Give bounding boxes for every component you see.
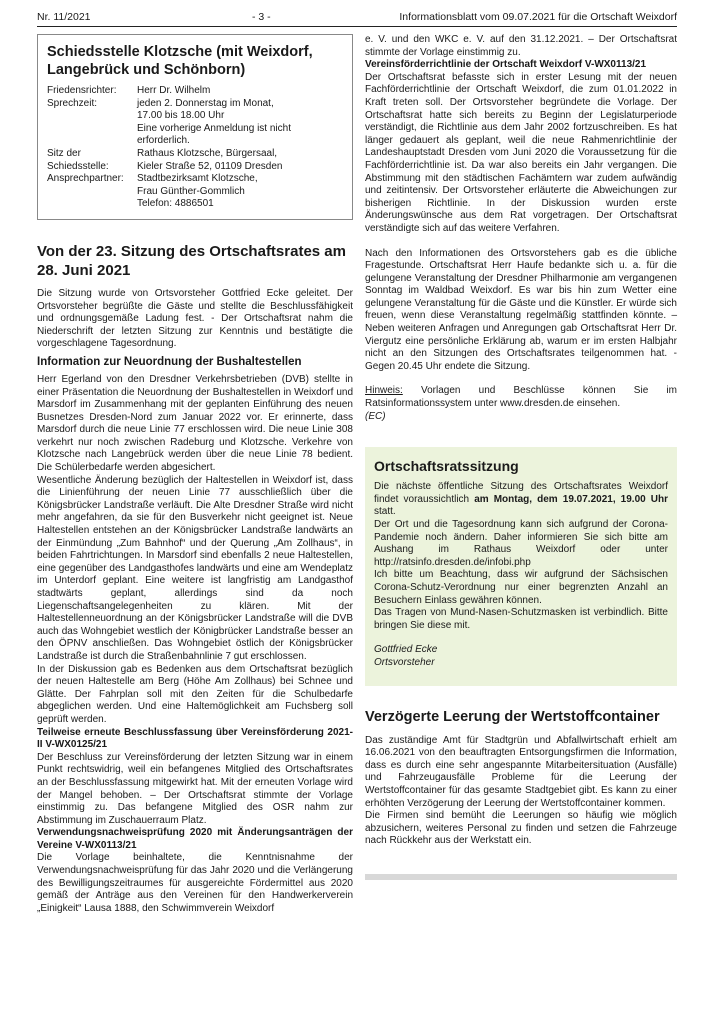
footer-divider <box>365 874 677 880</box>
detail-label <box>47 186 137 199</box>
detail-row <box>47 186 343 199</box>
schiedsstelle-title: Schiedsstelle Klotzsche (mit Weixdorf, Langebrück und Schönborn) <box>47 44 313 78</box>
detail-label <box>47 110 137 123</box>
ortschaftsratssitzung-p4: Das Tragen von Mund-Nasen-Schutzmasken ist verbindlich. Bitte bringen Sie diese mit. <box>374 607 668 631</box>
meeting-date: am Montag, dem 19.07.2021, 19.00 Uhr <box>474 493 668 505</box>
detail-row <box>47 123 343 148</box>
bus-paragraph-2: Wesentliche Änderung bezüglich der Haltestellen in Weixdorf ist, dass die Linienführung der neuen Linie 77 ausschließlich über die Königsbrücker Landstraße verläuft. Die Alte Dresdner Straße wird nicht mehr angefahren, da sie für den Busverkehr nicht geeignet ist. Neue Haltestellen entstehen an der Königsbrücker Landstraße landwärts an der Einmündung „Zum Bahnhof“ und der Querung „Am Zollhaus“, in beiden Fahrtrichtungen. In Marsdorf sind ebenfalls 2 neue Haltestellen, eine gegenüber des Landgasthofes landwärts und eine am Wendeplatz im Unterdorf geplant. Eine weitere ist langfristig am Landgasthof stadtwärts geplant, allerdings sind da noch Liegenschaftsangelegenheiten zu klären. Mit der Haltestellenneuordnung an der Königsbrücker Landstraße will die DVB auch das Wohngebiet westlich der Königbrücker Landstraße besser an den ÖPNV anschließen. Das Wohngebiet östlich der Königsbrücker Landstraße ist durch die Straßenbahnlinie 7 gut erschlossen. <box>37 474 353 662</box>
detail-row <box>47 85 343 98</box>
detail-row <box>47 198 343 211</box>
detail-value: Stadtbezirksamt Klotzsche, <box>137 173 258 185</box>
foerderrichtlinie-title: Vereinsförderrichtlinie der Ortschaft Weixdorf V-WX0113/21 <box>365 59 647 71</box>
header-title: Informationsblatt vom 09.07.2021 für die Ortschaft Weixdorf <box>399 11 677 23</box>
wertstoff-paragraph-1: Das zuständige Amt für Stadtgrün und Abfallwirtschaft erhielt am 16.06.2021 von den beauftragten Entsorgungsfirmen die Information, dass es durch eine sehr angespannte Mitarbeitersituation (Ausfälle) und Fahrzeugausfälle Probleme für die Leerung der Wertstoffcontainer für das gesamte Stadtgebiet gibt. Es kann zu einer erhöhten Verzögerung der Leerung der Wertstoffcontainer kommen. <box>365 734 677 809</box>
detail-value: Telefon: 4886501 <box>137 198 214 210</box>
header-rule <box>37 26 677 27</box>
beschluss-title: Teilweise erneute Beschlussfassung über Vereinsförderung 2021-II V-WX0125/21 <box>37 726 353 751</box>
signature-name: Gottfried Ecke <box>374 644 438 656</box>
detail-label: Friedensrichter: <box>47 85 117 96</box>
detail-label: Ansprechpartner: <box>47 173 124 185</box>
detail-label: Sprechzeit: <box>47 97 98 109</box>
left-column <box>37 34 353 915</box>
detail-label: Schiedsstelle: <box>47 160 109 172</box>
detail-row <box>47 148 343 161</box>
sitzung-intro: Die Sitzung wurde von Ortsvorsteher Gottfried Ecke geleitet. Der Ortsvorsteher begrüßte die Gäste und stellte die Beschlussfähigkeit und ordnungsgemäße Ladung fest. - Der Ortschaftsrat nahm die Niederschrift der letzten Sitzung zur Kenntnis und bestätigte die vorgeschlagene Tagesordnung. <box>37 287 353 350</box>
ortschaftsratssitzung-p2: Der Ort und die Tagesordnung kann sich aufgrund der Corona-Pandemie noch ändern. Daher informieren Sie sich bitte am Aushang im Rathaus Weixdorf oder unter http://ratsinfo.dresden.de/infobi.php <box>374 519 668 568</box>
detail-value: jeden 2. Donnerstag im Monat, <box>137 97 274 109</box>
detail-label <box>47 123 137 148</box>
page-number: - 3 - <box>252 11 271 23</box>
bus-paragraph-3: In der Diskussion gab es Bedenken aus dem Ortschaftsrat bezüglich der neuen Haltestelle am Berg (Höhe Am Zollhaus) bei Schnee und Glätte. Der Fahrplan soll mit den Zeiten für die Schulbedarfe abgeglichen werden. Und eine Haltemöglichkeit am Fuchsberg soll geprüft werden. <box>37 663 353 725</box>
detail-value: Kieler Straße 52, 01109 Dresden <box>137 160 283 172</box>
bus-paragraph-1: Herr Egerland von den Dresdner Verkehrsbetrieben (DVB) stellte in einer Präsentation die Neuordnung der Bushaltestellen in Weixdorf und Marsdorf im Zusammenhang mit der geplanten Einführung des neuen Busnetzes Dresden-Nord zum Januar 2022 vor. Er erinnerte, dass Marsdorf durch die neue Linie 77 erschlossen wird. Die neue Linie 308 verkehrt nur noch zwischen Radeburg und Klotzsche. Verkehre von Klotzsche nach Langebrück werden über die neue Linie 78 bedient. Die Schülerbedarfe werden abgesichert. <box>37 373 353 474</box>
bus-section-title: Information zur Neuordnung der Bushaltestellen <box>37 355 302 368</box>
detail-label <box>47 198 137 211</box>
signature-role: Ortsvorsteher <box>374 656 435 668</box>
wertstoff-paragraph-2: Die Firmen sind bemüht die Leerungen so häufig wie möglich abzusichern, weiteres Personal zu finden und setzen die Fahrzeuge nach Rückkehr aus der Werkstatt ein. <box>365 810 677 847</box>
detail-value: Herr Dr. Wilhelm <box>137 85 211 96</box>
detail-value: Eine vorherige Anmeldung ist nicht erforderlich. <box>137 122 291 147</box>
issue-number: Nr. 11/2021 <box>37 11 91 23</box>
detail-label: Sitz der <box>47 147 81 159</box>
beschluss-paragraph: Der Beschluss zur Vereinsförderung der letzten Sitzung war in einem Punkt rechtswidrig, weil ein befangenes Mitglied des Ortschaftsrates an der Beschlussfassung mitgewirkt hat. Mit der erneuten Vorlage wird der Mangel behoben. – Der Ortschaftsrat stimmte der Vorlage einstimmig zu. Das befangene Mitglied des OSR nahm zur Abstimmung im Zuschauerraum Platz. <box>37 751 353 826</box>
p1-end: statt. <box>374 506 396 518</box>
ortschaftsratssitzung-p1 <box>374 481 668 519</box>
hinweis-text: Vorlagen und Beschlüsse können Sie im Ratsinformationssystem unter www.dresden.de einsehen. <box>365 385 677 410</box>
fragestunde-paragraph: Nach den Informationen des Ortsvorstehers gab es die übliche Fragestunde. Ortschaftsrat Herr Haufe bedankte sich u. a. für die gelungene Veranstaltung der Dresdner Philharmonie am vergangenen Sonntag im Waldbad Weixdorf. Es war bis hin zum Wetter eine gelungene Veranstaltung für die Gäste und die Künstler. Er würde sich freuen, wenn diese Veranstaltung regelmäßig stattfinden könnte. – Neben weiteren Anfragen und Anregungen gab Ortschaftsrat Herr Dr. Viergutz eine persönliche Erklärung ab, warum er im ersten Halbjahr nicht an den Sitzungen des Ortschaftsrates teilgenommen hat. - Gegen 20.45 Uhr endete die Sitzung. <box>365 247 677 372</box>
verwendung-paragraph: Die Vorlage beinhaltete, die Kenntnisnahme der Verwendungsnachweisprüfung für das Jahr 2020 und die Verlängerung des Bewilligungszeitraumes für ausgereichte Fördermittel aus 2020 gemäß der Anträge aus den Vereinen für den Handwerkerverein „Einigkeit“ Lausa 1888, den Schwimmverein Weixdorf <box>37 852 353 914</box>
verwendung-title: Verwendungsnachweisprüfung 2020 mit Änderungsanträgen der Vereine V-WX0113/21 <box>37 827 353 851</box>
hinweis <box>365 385 677 410</box>
detail-value: 17.00 bis 18.00 Uhr <box>137 110 225 122</box>
page-header <box>37 10 677 24</box>
schiedsstelle-details <box>47 85 343 211</box>
detail-row <box>47 161 343 174</box>
detail-row <box>47 110 343 123</box>
foerderrichtlinie-paragraph: Der Ortschaftsrat befasste sich in erster Lesung mit der neuen Fachförderrichtlinie der Ortschaft Weixdorf, die zum 01.01.2022 in Kraft treten soll. Der Ortsvorsteher begründete die Vorlage. Der Ortschaftsrat hatte sich bereits zu Beginn der Legislaturperiode verständigt, die Richtlinie aus dem Jahr 2002 fortzuschreiben. Es hat länger gedauert als geplant, weil die neue Rahmenrichtlinie der Landeshauptstadt Dresden vom Juni 2020 die Voraussetzung für die Fachförderrichtlinie ist. Da war also bereits ein Jahr vergangen. Die Abstimmung mit den städtischen Fachämtern war zudem aufwändig und zeitintensiv. Der Ortsvorsteher erläuterte die Abweichungen zur bisherigen Richtlinie. In der Diskussion wurden erste Änderungswünsche aus dem Rat vorgetragen. Der Ortschaftsrat verständigte sich auf das weitere Verfahren. <box>365 71 677 234</box>
schiedsstelle-box <box>37 34 353 220</box>
author-initials: (EC) <box>365 410 386 422</box>
detail-value: Frau Günther-Gommlich <box>137 185 245 197</box>
detail-row <box>47 173 343 186</box>
detail-value: Rathaus Klotzsche, Bürgersaal, <box>137 147 278 159</box>
verwendung-paragraph-cont: e. V. und den WKC e. V. auf den 31.12.2021. – Der Ortschaftsrat stimmte der Vorlage einstimmig zu. <box>365 34 677 58</box>
right-column <box>365 34 677 880</box>
p1-text: Die nächste öffentliche Sitzung des Ortschaftsrates Weixdorf findet voraussichtlich <box>374 481 668 505</box>
hinweis-label: Hinweis: <box>365 385 403 397</box>
wertstoff-title: Verzögerte Leerung der Wertstoffcontainer <box>365 708 660 725</box>
detail-row <box>47 98 343 111</box>
ortschaftsratssitzung-box <box>365 447 677 685</box>
ortschaftsratssitzung-title: Ortschaftsratssitzung <box>374 458 519 475</box>
sitzung-title: Von der 23. Sitzung des Ortschaftsrates am 28. Juni 2021 <box>37 242 346 279</box>
ortschaftsratssitzung-p3: Ich bitte um Beachtung, dass wir aufgrund der Sächsischen Corona-Schutz-Verordnung nur einer begrenzten Anzahl an Besuchern Einlass gewähren können. <box>374 569 668 606</box>
